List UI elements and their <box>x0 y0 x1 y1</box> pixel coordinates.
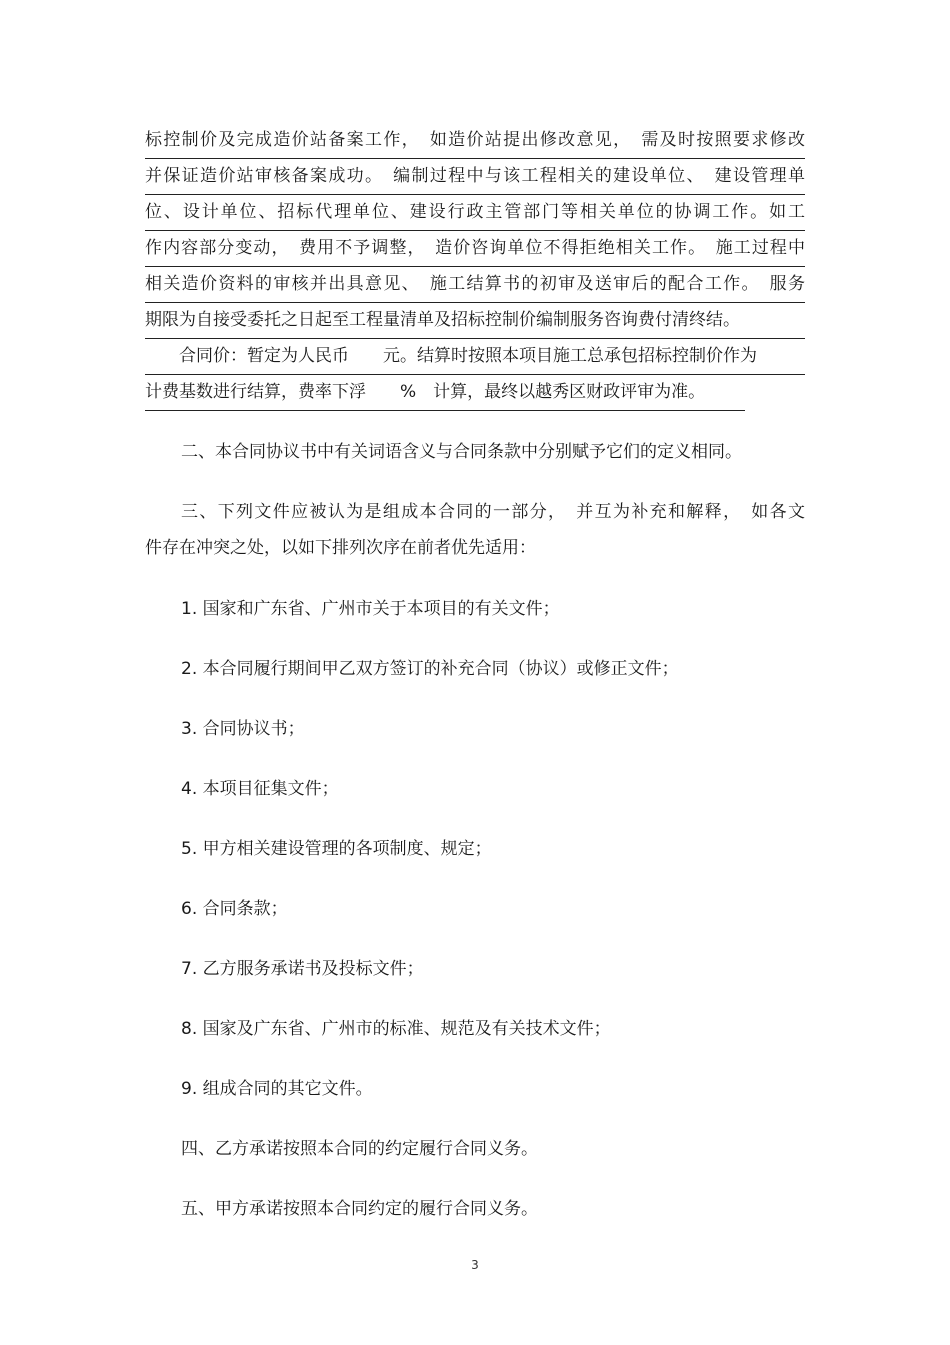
contract-line-6: 期限为自接受委托之日起至工程量清单及招标控制价编制服务咨询费付清终结。 <box>145 302 805 339</box>
section-four: 四、乙方承诺按照本合同的约定履行合同义务。 <box>181 1139 538 1159</box>
document-item-5: 5. 甲方相关建设管理的各项制度、规定； <box>181 839 492 859</box>
contract-line-2: 并保证造价站审核备案成功。 编制过程中与该工程相关的建设单位、 建设管理单 <box>145 158 805 195</box>
document-item-2: 2. 本合同履行期间甲乙双方签订的补充合同（协议）或修正文件； <box>181 659 679 679</box>
page-number: 3 <box>471 1258 479 1272</box>
document-item-1: 1. 国家和广东省、广州市关于本项目的有关文件； <box>181 599 560 619</box>
document-item-8: 8. 国家及广东省、广州市的标准、规范及有关技术文件； <box>181 1019 611 1039</box>
contract-price-line: 合同价：暂定为人民币 元。结算时按照本项目施工总承包招标控制价作为 <box>145 338 805 375</box>
contract-rate-line: 计费基数进行结算，费率下浮 % 计算，最终以越秀区财政评审为准。 <box>145 374 745 411</box>
contract-line-3: 位、设计单位、招标代理单位、建设行政主管部门等相关单位的协调工作。如工 <box>145 194 805 231</box>
contract-line-5: 相关造价资料的审核并出具意见、 施工结算书的初审及送审后的配合工作。 服务 <box>145 266 805 303</box>
document-item-4: 4. 本项目征集文件； <box>181 779 339 799</box>
document-item-6: 6. 合同条款； <box>181 899 288 919</box>
contract-line-4: 作内容部分变动， 费用不予调整， 造价咨询单位不得拒绝相关工作。 施工过程中 <box>145 230 805 267</box>
document-item-7: 7. 乙方服务承诺书及投标文件； <box>181 959 424 979</box>
section-three-line-1: 三、下列文件应被认为是组成本合同的一部分， 并互为补充和解释， 如各文 <box>181 502 805 522</box>
section-two: 二、本合同协议书中有关词语含义与合同条款中分别赋予它们的定义相同。 <box>181 442 742 462</box>
document-item-3: 3. 合同协议书； <box>181 719 305 739</box>
section-three-line-2: 件存在冲突之处，以如下排列次序在前者优先适用： <box>145 538 536 558</box>
contract-line-1: 标控制价及完成造价站备案工作， 如造价站提出修改意见， 需及时按照要求修改 <box>145 122 805 159</box>
document-item-9: 9. 组成合同的其它文件。 <box>181 1079 373 1099</box>
section-five: 五、甲方承诺按照本合同约定的履行合同义务。 <box>181 1199 538 1219</box>
